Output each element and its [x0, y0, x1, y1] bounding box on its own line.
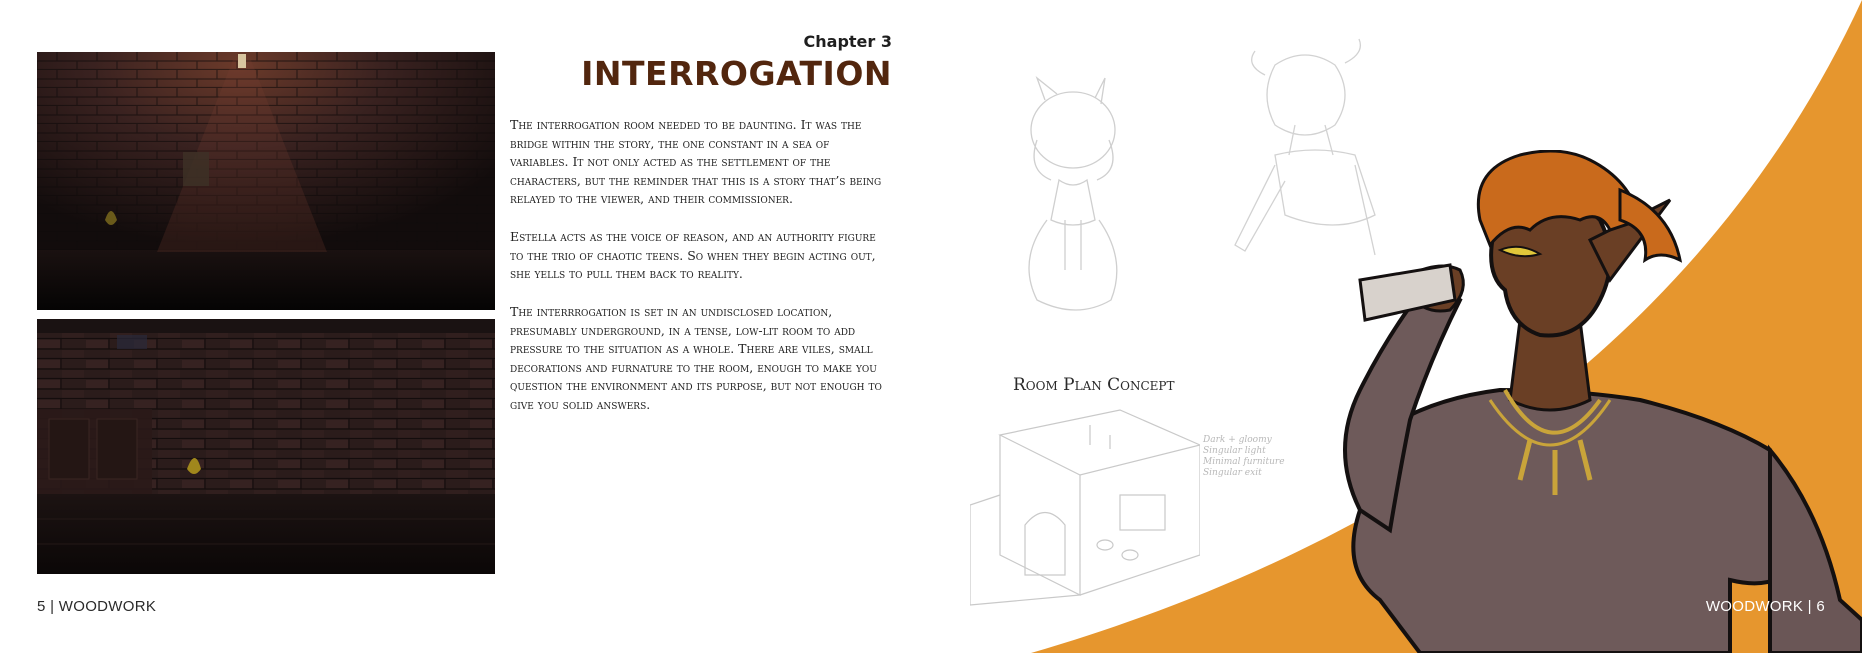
room-plan-notes — [1203, 435, 1285, 479]
folio-right: WOODWORK | 6 — [1705, 598, 1825, 615]
body-paragraph-2: Estella acts as the voice of reason, and an authority figure to the trio of chaotic teens. So when they begin acting out, she yells to pull them back to reality. — [510, 229, 876, 282]
folio-left: 5 | WOODWORK — [37, 598, 157, 615]
room-plan-note: Dark + gloomy — [1203, 435, 1272, 445]
room-plan-label: Room Plan Concept — [1013, 375, 1175, 395]
interrogation-room-illustration-bottom — [37, 319, 495, 574]
chapter-title: INTERROGATION — [581, 54, 892, 93]
character-sketch-left — [985, 40, 1155, 340]
room-plan-note: Singular light — [1203, 446, 1266, 456]
interrogation-room-illustration-top — [37, 52, 495, 310]
room-plan-sketch — [970, 405, 1200, 615]
body-paragraph-3: The interrrogation is set in an undisclosed location, presumably underground, in a tense, low-lit room to add pressure to the situation as a whole. There are viles, small decorations and furnature to the room, enough to make you question the environment and its purpose, but not enough to give you solid answers. — [510, 304, 882, 412]
room-plan-note: Minimal furniture — [1203, 457, 1285, 467]
room-plan-note: Singular exit — [1203, 468, 1262, 478]
body-paragraph-1: The interrogation room needed to be daunting. It was the bridge within the story, the one constant in a sea of variables. It not only acted as the settlement of the characters, but the reminder that this is a story that’s being relayed to the viewer, and their commissioner. — [510, 117, 882, 207]
character-illustration — [1300, 150, 1862, 653]
chapter-label: Chapter 3 — [803, 32, 892, 51]
